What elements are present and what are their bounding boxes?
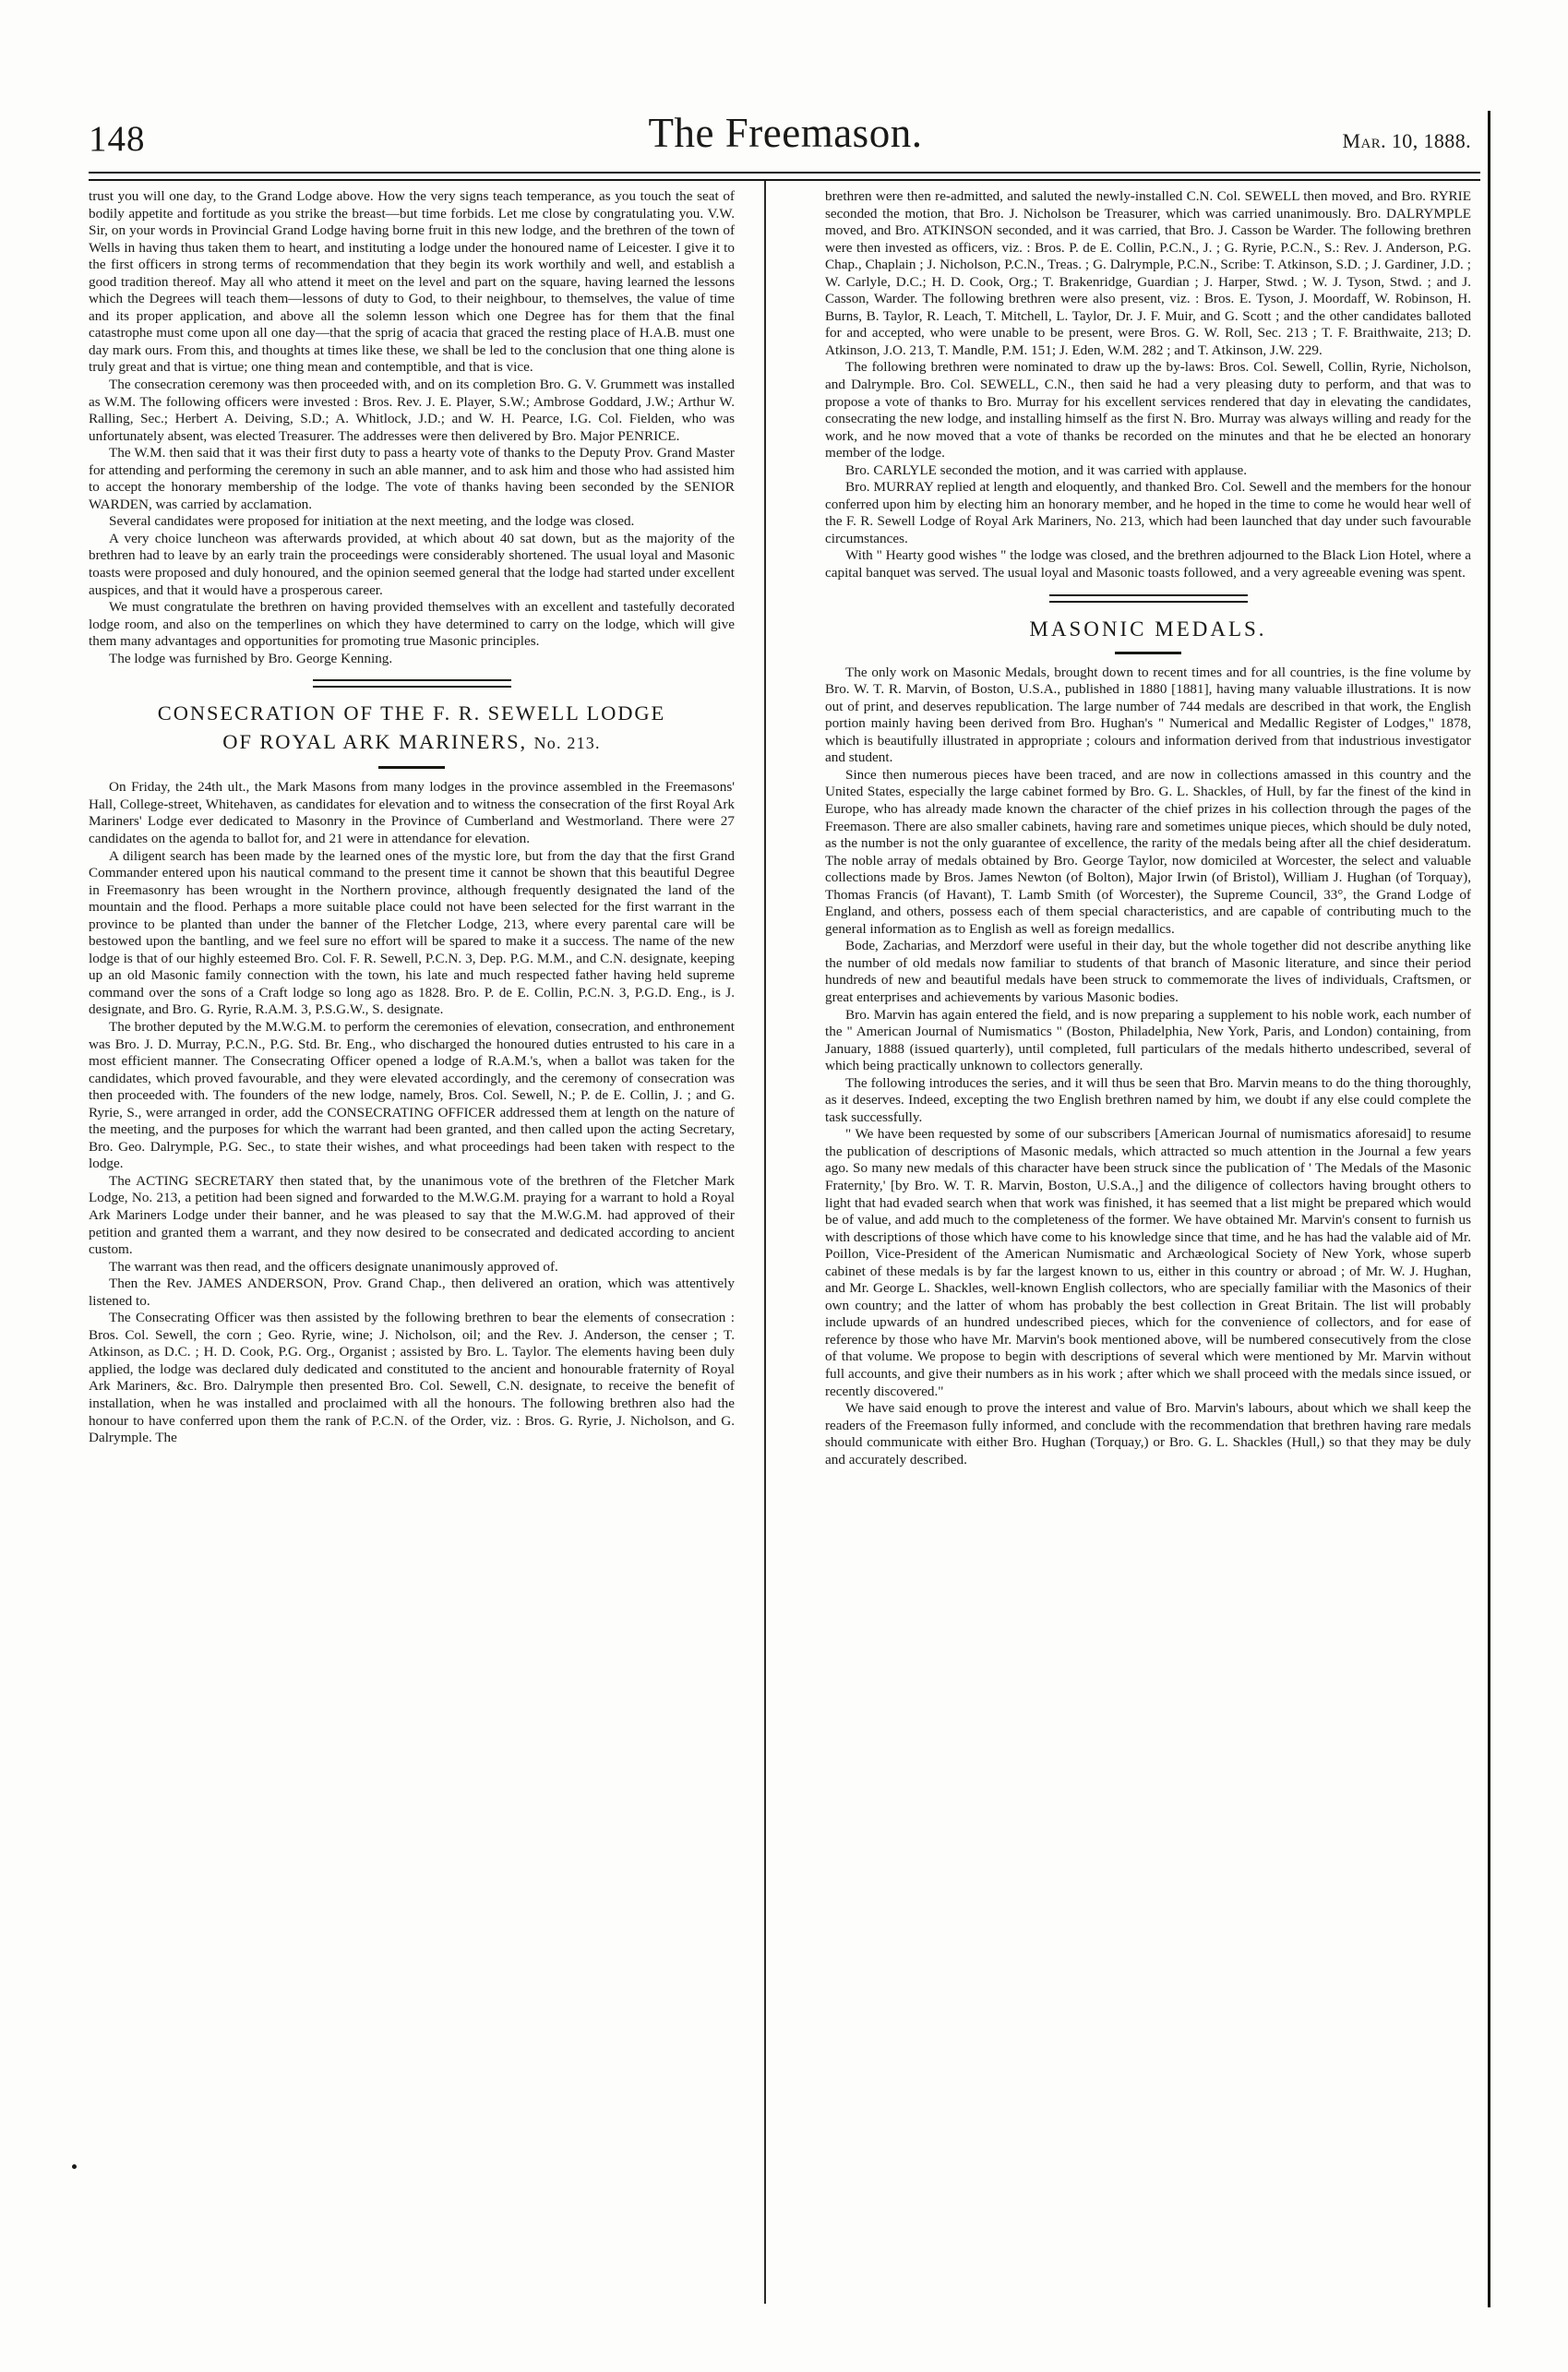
- paragraph: Bro. CARLYLE seconded the motion, and it was carried with applause.: [845, 461, 1248, 478]
- paragraph: We have said enough to prove the interest and value of Bro. Marvin's labours, about which we shall keep the readers of the Freemason fully informed, and conclude with the recommendation that brethren having rare medals should communicate with either Bro. Hughan (Torquay,) or Bro. G. L. Shackles (Hull,) so that they may be duly and accurately described.: [825, 1400, 1471, 1468]
- right-column: [825, 188, 1471, 2302]
- article-headline: [89, 699, 735, 758]
- headline-line-2: OF ROYAL ARK MARINERS,: [222, 730, 534, 754]
- page-number: 148: [89, 119, 146, 159]
- paragraph: We must congratulate the brethren on having provided themselves with an excellent and tastefully decorated lodge room, and also on the temperlines on which they have determined to carry on the lodge, which will give them many advantages and opportunities for promoting true Masonic principles.: [89, 599, 735, 650]
- paragraph: Bode, Zacharias, and Merzdorf were useful in their day, but the whole together did not describe anything like the number of old medals now familiar to students of that branch of Masonic literature, and since their period hundreds of new and beautiful medals have been struck to commemorate the lives of individuals, Craftsmen, or great enterprises and achievements by various Masonic bodies.: [825, 938, 1471, 1005]
- paragraph: The brother deputed by the M.W.G.M. to perform the ceremonies of elevation, consecration, and enthronement was Bro. J. D. Murray, P.C.N., P.G. Std. Br. Eng., who discharged the honoured duties entrusted to his care in a most efficient manner. The Consecrating Officer opened a lodge of R.A.M.'s, when a ballot was taken for the candidates, which proved favourable, and they were elevated accordingly, and the ceremony of consecration was then proceeded with. The founders of the new lodge, namely, Bros. Col. Sewell, N.; P. de E. Collin, J. ; and G. Ryrie, S., were arranged in order, add the CONSECRATING OFFICER addressed them at length on the nature of the meeting, and the purposes for which the warrant had been granted, and then called upon the acting Secretary, Bro. Geo. Dalrymple, P.G. Sec., to state their wishes, and what proceedings had been taken with respect to the lodge.: [89, 1018, 735, 1172]
- paragraph: On Friday, the 24th ult., the Mark Masons from many lodges in the province assembled in the Freemasons' Hall, College-street, Whitehaven, as candidates for elevation and to witness the consecration of the first Royal Ark Mariners' Lodge ever dedicated to Masonry in the Province of Cumberland and Westmorland. There were 27 candidates on the agenda to ballot for, and 21 were in attendance for elevation.: [89, 779, 735, 846]
- section-divider-rule: [313, 679, 511, 688]
- masthead: [89, 109, 1482, 170]
- paragraph: The lodge was furnished by Bro. George Kenning.: [109, 650, 393, 666]
- paragraph: With " Hearty good wishes " the lodge was closed, and the brethren adjourned to the Black Lion Hotel, where a capital banquet was served. The usual loyal and Masonic toasts followed, and a very agreeable evening was spent.: [825, 547, 1471, 581]
- paragraph: brethren were then re-admitted, and saluted the newly-installed C.N. Col. SEWELL then moved, and Bro. RYRIE seconded the motion, that Bro. J. Nicholson be Treasurer, which was carried unanimously. Bro. DALRYMPLE moved, and Bro. ATKINSON seconded, and it was carried, that Bro. J. Casson be Warder. The following brethren were then invested as officers, viz. : Bros. P. de E. Collin, P.C.N., J. ; G. Ryrie, P.C.N., S.: Rev. J. Anderson, P.G. Chap., Chaplain ; J. Nicholson, P.C.N., Treas. ; G. Dalrymple, P.C.N., Scribe: T. Atkinson, S.D. ; J. Gardiner, J.D. ; W. Carlyle, D.C.; H. D. Cook, Org.; T. Brakenridge, Guardian ; J. Harper, Stwd. ; W. J. Tyson, Stwd. ; and J. Casson, Warder. The following brethren were also present, viz. : Bros. E. Tyson, J. Moordaff, W. Robinson, H. Burns, B. Taylor, R. Leach, T. Mitchell, L. Taylor, Dr. J. F. Muir, and G. Scott ; and the other candidates balloted for and accepted, who were unable to be present, were Bros. G. W. Roll, Sec. 213 ; T. F. Braithwaite, 213; D. Atkinson, J.O. 213, T. Mandle, P.M. 151; J. Eden, W.M. 282 ; and T. Atkinson, J.W. 229.: [825, 188, 1471, 358]
- paragraph: The consecration ceremony was then proceeded with, and on its completion Bro. G. V. Grummett was installed as W.M. The following officers were invested : Bros. Rev. J. E. Player, S.W.; Ambrose Goddard, J.W.; Arthur W. Ralling, Sec.; Herbert A. Deiving, S.D.; A. Whitlock, J.D.; and W. H. Pearce, I.G. Col. Fielden, who was unfortunately absent, was elected Treasurer. The addresses were then delivered by Bro. Major PENRICE.: [89, 377, 735, 444]
- paragraph: Then the Rev. JAMES ANDERSON, Prov. Grand Chap., then delivered an oration, which was attentively listened to.: [89, 1276, 735, 1309]
- paragraph: The warrant was then read, and the officers designate unanimously approved of.: [109, 1258, 558, 1275]
- paragraph: The only work on Masonic Medals, brought down to recent times and for all countries, is the fine volume by Bro. W. T. R. Marvin, of Boston, U.S.A., published in 1880 [1881], having many valuable illustrations. It is now out of print, and deserves republication. The large number of 744 medals are described in that work, the English portion mainly having been derived from Bro. Hughan's " Numerical and Medallic Register of Lodges," 1878, which is beautifully illustrated in appropriate ; colours and information derived from that industrious investigator and student.: [825, 664, 1471, 766]
- paragraph: Bro. MURRAY replied at length and eloquently, and thanked Bro. Col. Sewell and the members for the honour conferred upon him by electing him an honorary member, and he hoped in the time to come he would hear well of the F. R. Sewell Lodge of Royal Ark Mariners, No. 213, which had been launched that day under such favourable circumstances.: [825, 479, 1471, 546]
- paragraph: trust you will one day, to the Grand Lodge above. How the very signs teach temperance, as you touch the seat of bodily appetite and fortitude as you strike the breast—but time forbids. Let me close by congratulating you. V.W. Sir, on your words in Provincial Grand Lodge having borne fruit in this new lodge, and the brethren of the town of Wells in having thus taken them to heart, and instituting a lodge under the honoured name of Leicester. I give it to the first officers in strong terms of recommendation that they begin its work worthily and well, and establish a good tradition thereof. May all who attend it meet on the level and part on the square, having learned the lessons which the Degrees will teach them—lessons of duty to God, to their neighbour, to themselves, the value of time and its proper application, and above all the solemn lesson which one Degree has for them that the final catastrophe must come upon all one day—that the sprig of acacia that graced the resting place of H.A.B. must one day mark ours. From this, and thoughts at times like these, we shall be led to the conclusion that one thing alone is truly great and that is virtue; one thing mean and contemptible, and that is vice.: [89, 188, 735, 376]
- paragraph: " We have been requested by some of our subscribers [American Journal of numismatics aforesaid] to resume the publication of descriptions of Masonic medals, which attracted so much attention in the Journal a few years ago. So many new medals of this character have been struck since the publication of ' The Medals of the Masonic Fraternity,' [by Bro. W. T. R. Marvin, Boston, U.S.A.,] and the diligence of collectors having brought others to light that had evaded search when that work was finished, it has seemed that a list might be prepared which would be of value, and add much to the completeness of the former. We have obtained Mr. Marvin's consent to furnish us with descriptions of those which have come to his knowledge since that time, and he has had the valable aid of Mr. Poillon, Vice-President of the American Numismatic and Archæological Society of New York, whose superb cabinet of these medals is by far the largest known to us, either in this country or abroad ; of Mr. W. J. Hughan, and Mr. George L. Shackles, well-known English collectors, who are specially familiar with the Masonics of their own country; and the latter of whom has probably the best collection in Great Britain. The list will probably include upwards of an hundred undescribed pieces, which for the convenience of collectors, and for ease of reference by those who have Mr. Marvin's book mentioned above, will be numbered consecutively from the close of that volume. We propose to begin with descriptions of several which were mentioned by Mr. Marvin without full accounts, and give their numbers as in his work ; after which we shall proceed with the medals since issued, or recently discovered.": [825, 1126, 1471, 1399]
- headline-line-1: CONSECRATION OF THE F. R. SEWELL LODGE: [157, 701, 666, 725]
- column-divider: [764, 181, 766, 2304]
- paragraph: The following brethren were nominated to draw up the by-laws: Bros. Col. Sewell, Collin, Ryrie, Nicholson, and Dalrymple. Bro. Col. SEWELL, C.N., then said he had a very pleasing duty to perform, and that was to propose a vote of thanks to Bro. Murray for his excellent services rendered that day in elevating the candidates, consecrating the new lodge, and installing himself as the first N. Bro. Murray was always willing and ready for the work, and he now moved that a vote of thanks be recorded on the minutes and that he be elected an honorary member of the lodge.: [825, 359, 1471, 461]
- paragraph: Bro. Marvin has again entered the field, and is now preparing a supplement to his noble work, each number of the " American Journal of Numismatics " (Boston, Philadelphia, New York, Paris, and London) containing, from January, 1888 (issued quarterly), until completed, full particulars of the medals hitherto undescribed, several of which being practically unknown to collectors generally.: [825, 1006, 1471, 1074]
- paragraph: Several candidates were proposed for initiation at the next meeting, and the lodge was closed.: [109, 513, 635, 530]
- paragraph: The W.M. then said that it was their first duty to pass a hearty vote of thanks to the Deputy Prov. Grand Master for attending and performing the ceremony in such an able manner, and to ask him and those who had assisted him to accept the honorary membership of the lodge. The vote of thanks having been seconded by the SENIOR WARDEN, was carried by acclamation.: [89, 445, 735, 512]
- paragraph: Since then numerous pieces have been traced, and are now in collections amassed in this country and the United States, especially the large cabinet formed by Bro. G. L. Shackles, of Hull, by far the finest of the kind in Europe, who has already made known the character of the chief prizes in his collection through the pages of the Freemason. There are also smaller cabinets, having rare and sometimes unique pieces, which should be duly noted, as the number is not the only guarantee of excellence, the rarity of the medals being after all the chief desideratum. The noble array of medals obtained by Bro. George Taylor, now domiciled at Worcester, the select and valuable collections made by Bros. James Newton (of Bolton), Major Irwin (of Bristol), William J. Hughan (of Torquay), Thomas Francis (of Havant), T. Lamb Smith (of Worcester), the Supreme Council, 33°, the Grand Lodge of England, and others, possess each of them special characteristics, and are capable of contributing much to the general information as to English as well as foreign medallics.: [825, 766, 1471, 937]
- paragraph: The ACTING SECRETARY then stated that, by the unanimous vote of the brethren of the Fletcher Mark Lodge, No. 213, a petition had been signed and forwarded to the M.W.G.M. praying for a warrant to hold a Royal Ark Mariners Lodge under their banner, and he was pleased to say that the M.W.G.M. had approved of their petition and granted them a warrant, and they now desired to be consecrated and dedicated according to ancient custom.: [89, 1172, 735, 1258]
- masthead-rule: [89, 172, 1480, 181]
- medals-underrule: [1115, 652, 1181, 654]
- headline-lodge-number: No. 213.: [533, 734, 601, 753]
- headline-underrule: [378, 766, 445, 769]
- paragraph: The following introduces the series, and it will thus be seen that Bro. Marvin means to do the thing thoroughly, as it deserves. Indeed, excepting the two English brethren named by him, we doubt if any else could complete the task successfully.: [825, 1074, 1471, 1125]
- paragraph: A diligent search has been made by the learned ones of the mystic lore, but from the day that the first Grand Commander entered upon his nautical command to the present time it cannot be shown that this beautiful Degree in Freemasonry has been wrought in the Northern province, although frequently designated the land of the mountain and the flood. Perhaps a more suitable place could not have been selected for the first warrant in the province to be planted than under the banner of the Fletcher Lodge, 213, where every parental care will be bestowed upon the bantling, and we feel sure no effort will be spared to make it a success. The name of the new lodge is that of our highly esteemed Bro. Col. F. R. Sewell, P.C.N. 3, Dep. P.G. M.M., and C.N. designate, keeping up an old Masonic family connection with the town, his late and much respected father having held supreme command over the sons of a Craft lodge so long ago as 1828. Bro. P. de E. Collin, P.C.N. 3, P.G.D. Eng., is J. designate, and Bro. G. Ryrie, R.A.M. 3, P.S.G.W., S. designate.: [89, 847, 735, 1018]
- paragraph: The Consecrating Officer was then assisted by the following brethren to bear the elements of consecration : Bros. Col. Sewell, the corn ; Geo. Ryrie, wine; J. Nicholson, oil; and the Rev. J. Anderson, the censer ; T. Atkinson, as D.C. ; H. D. Cook, P.G. Org., Organist ; assisted by Bro. L. Taylor. The elements having been duly applied, the lodge was declared duly dedicated and constituted to the ancient and honourable fraternity of Royal Ark Mariners, &c. Bro. Dalrymple then presented Bro. Col. Sewell, C.N. designate, to receive the benefit of installation, when he was installed and proclaimed with all the honours. The following brethren also had the honour to have conferred upon them the rank of P.C.N. of the Order, viz. : Bros. G. Ryrie, J. Nicholson, and G. Dalrymple. The: [89, 1310, 735, 1446]
- masonic-medals-heading: MASONIC MEDALS.: [1029, 617, 1267, 641]
- paragraph: A very choice luncheon was afterwards provided, at which about 40 sat down, but as the majority of the brethren had to leave by an early train the proceedings were considerably shortened. The usual loyal and Masonic toasts were proposed and duly honoured, and the opinion seemed general that the lodge had started under excellent auspices, and that it would have a prosperous career.: [89, 530, 735, 598]
- section-divider-rule: [1049, 594, 1248, 603]
- page-edge-rule: [1488, 111, 1490, 2307]
- issue-date: Mar. 10, 1888.: [1342, 129, 1471, 152]
- margin-bullet-mark: [72, 2164, 77, 2169]
- publication-title: The Freemason.: [648, 110, 923, 156]
- left-column: [89, 188, 735, 2302]
